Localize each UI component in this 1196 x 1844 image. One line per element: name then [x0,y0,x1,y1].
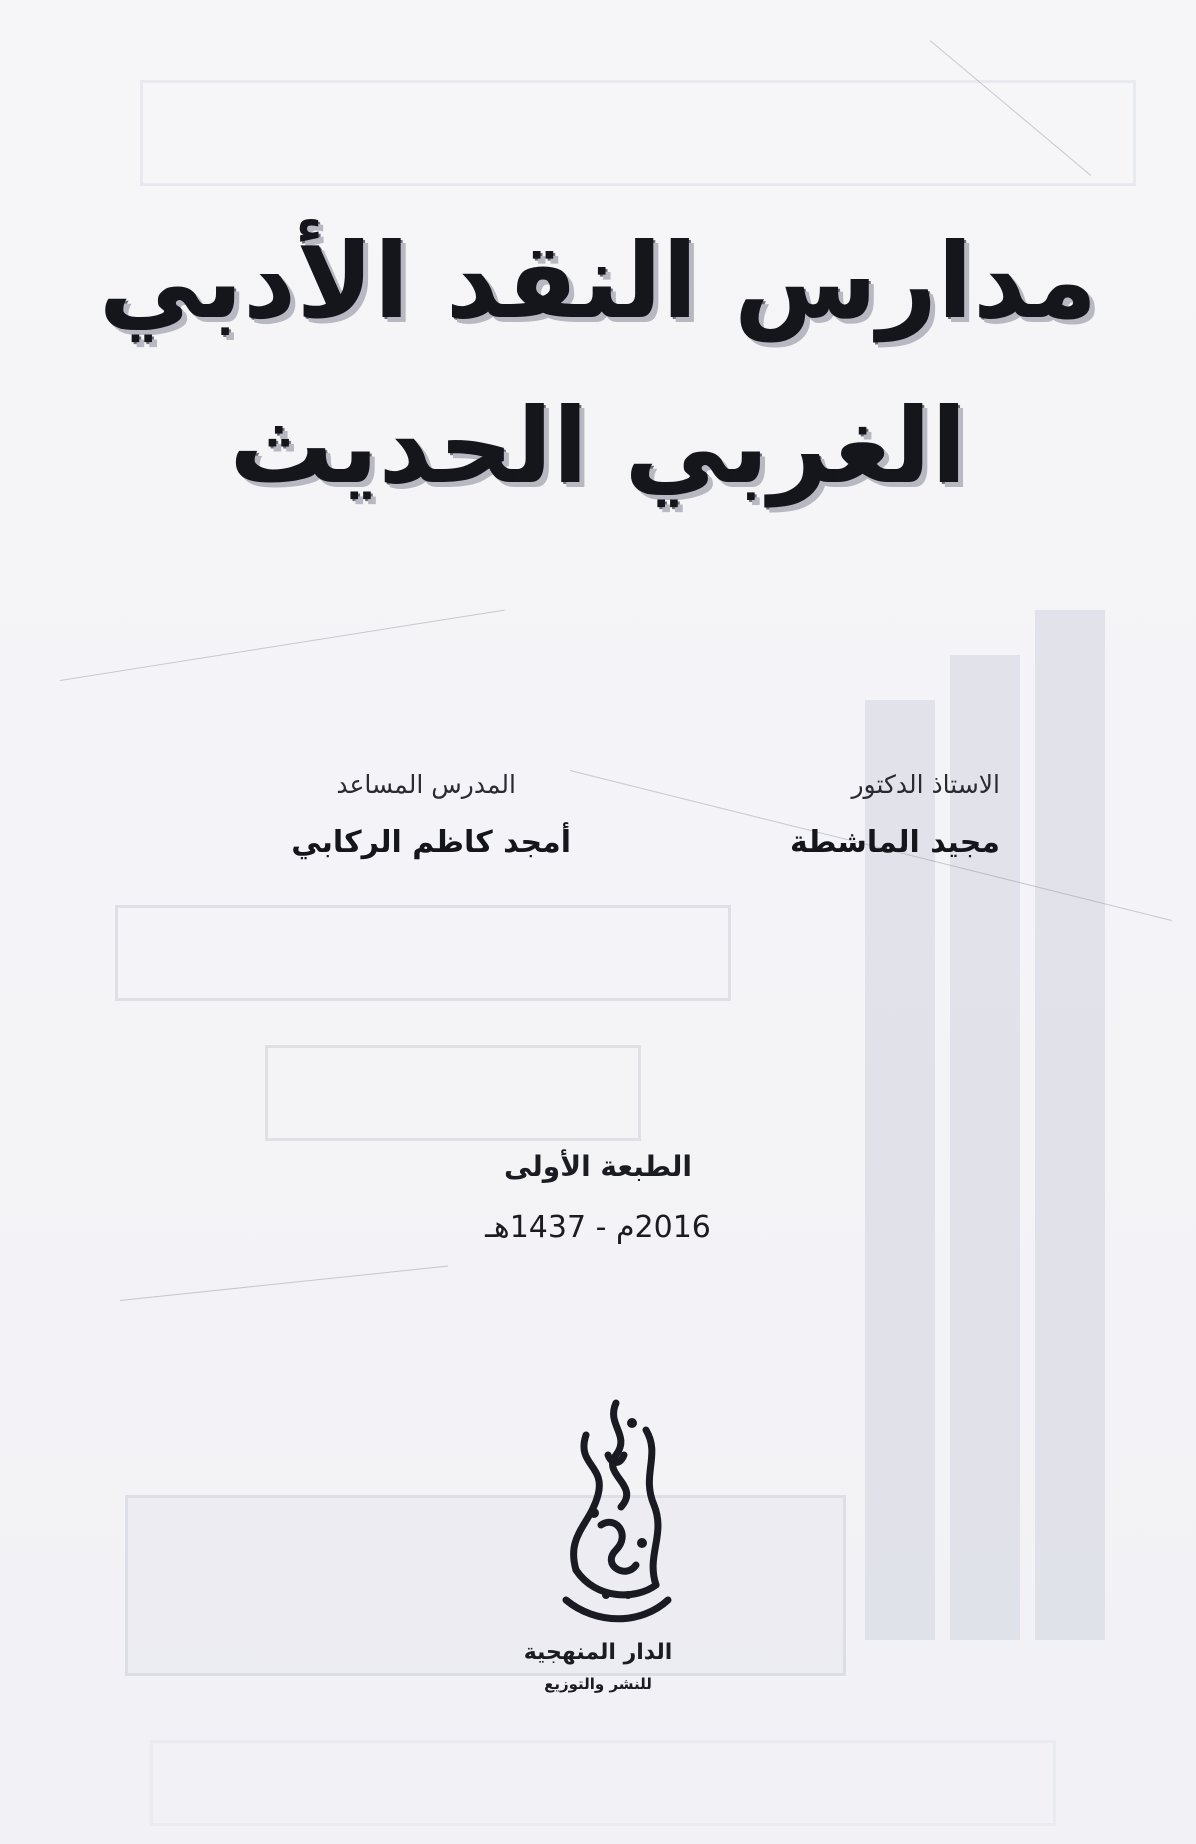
bleed-through-box [115,905,731,1001]
scan-scratch [120,1266,448,1301]
publisher-logo-icon [546,1395,686,1635]
bleed-through-box [265,1045,641,1141]
assistant-name: أمجد كاظم الركابي [291,825,571,860]
scan-scratch [60,610,505,681]
bleed-through-box [150,1740,1056,1826]
assistant-role: المدرس المساعد [336,770,516,799]
publisher-subtitle: للنشر والتوزيع [544,1675,652,1693]
bleed-through-bar [950,655,1020,1640]
edition-label: الطبعة الأولى [503,1150,693,1183]
publisher-name: الدار المنهجية [523,1640,673,1665]
book-title-line-1: مدارس النقد الأدبي [98,220,1098,342]
bleed-through-box [140,80,1136,186]
bleed-through-bar [1035,610,1105,1640]
professor-role: الاستاذ الدكتور [851,770,1000,799]
professor-name: مجيد الماشطة [789,825,1000,860]
book-title-line-2: الغربي الحديث [229,385,967,507]
edition-year: 2016م - 1437هـ [485,1210,711,1245]
